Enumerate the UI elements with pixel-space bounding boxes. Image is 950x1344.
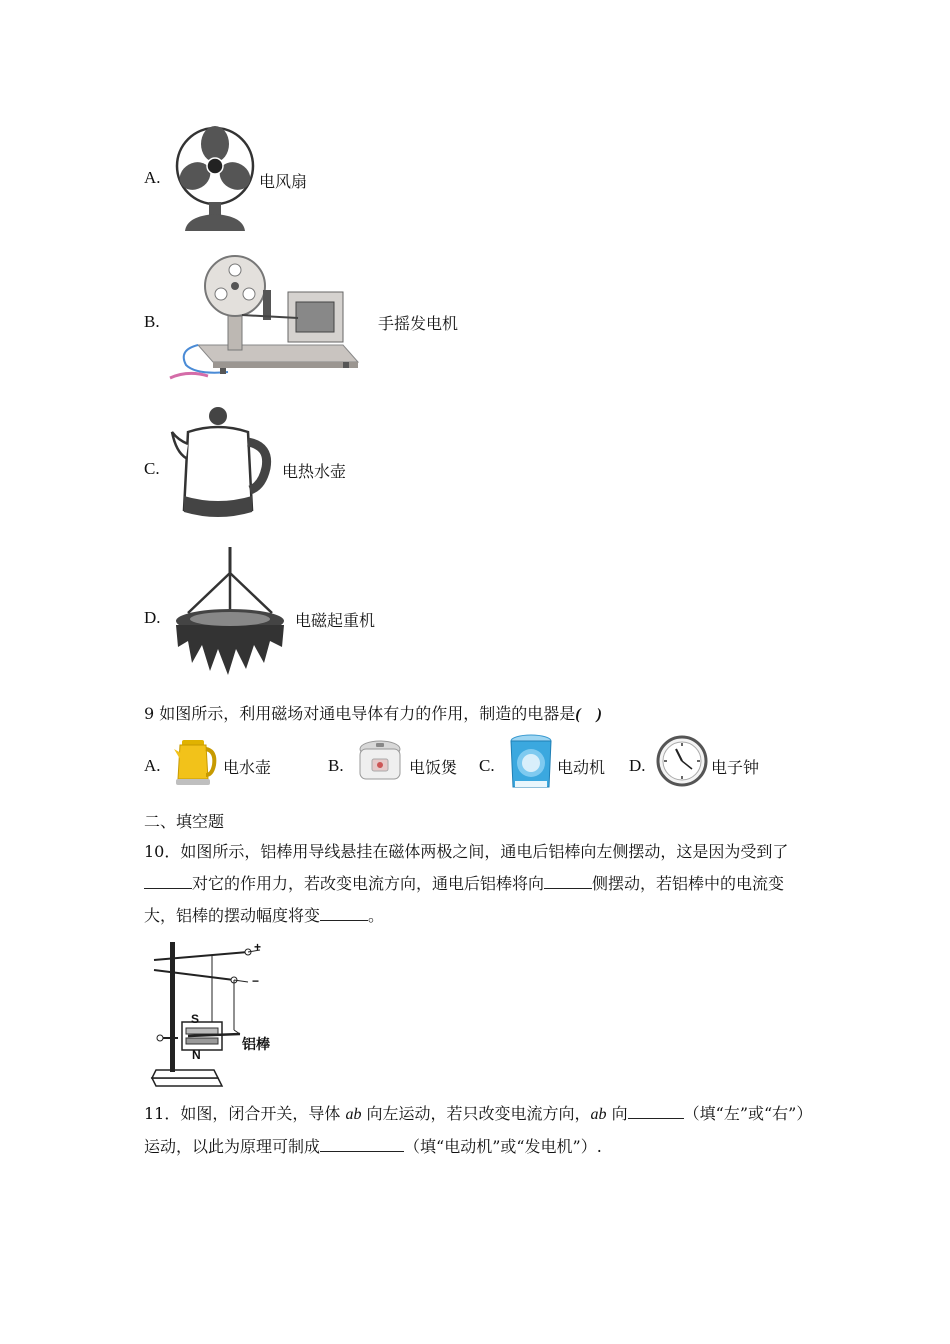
section-title: 二、填空题 — [144, 812, 225, 831]
option-letter: C. — [479, 756, 495, 775]
option-letter: A. — [144, 168, 161, 187]
aluminium-rod-label: 铝棒 — [242, 1037, 270, 1053]
hand-crank-generator-icon — [168, 250, 368, 385]
electric-fan-icon — [175, 118, 255, 234]
q11-line-1a: 11．如图，闭合开关，导体 — [144, 1104, 346, 1123]
q10-line-3a: 大，铝棒的摆动幅度将变 — [144, 906, 321, 925]
q10-text — [144, 836, 824, 932]
south-pole-label: S — [191, 1012, 200, 1026]
q11-text — [144, 1098, 824, 1163]
option-label: 电饭煲 — [409, 758, 458, 777]
option-label: 电子钟 — [711, 758, 760, 777]
q11-line-1c: 向 — [606, 1104, 628, 1123]
minus-terminal-label: − — [252, 974, 260, 988]
wall-clock-icon — [656, 735, 708, 787]
q11-line-1d: （填“左”或“右”） — [683, 1104, 813, 1123]
option-label: 手摇发电机 — [378, 314, 459, 333]
option-label: 电水壶 — [223, 758, 272, 777]
q10-line-1: 10．如图所示，铝棒用导线悬挂在磁体两极之间，通电后铝棒向左侧摆动，这是因为受到了 — [144, 842, 789, 861]
q10-line-2a: 对它的作用力，若改变电流方向，通电后铝棒将向 — [192, 874, 545, 893]
q10-line-3b: 。 — [368, 906, 385, 925]
q10-line-3 — [144, 900, 824, 932]
option-letter: D. — [144, 608, 161, 627]
option-letter: A. — [144, 756, 161, 775]
q10-line-2b: 侧摆动，若铝棒中的电流变 — [592, 874, 785, 893]
option-letter: D. — [629, 756, 646, 775]
q11-line-1b: 向左运动，若只改变电流方向， — [361, 1104, 591, 1123]
q9-paren: ( ) — [575, 706, 602, 723]
option-label: 电动机 — [557, 758, 606, 777]
q9-stem — [144, 701, 602, 724]
option-letter: B. — [328, 756, 344, 775]
q11-blank-2[interactable] — [320, 1135, 404, 1152]
q10-line-2 — [144, 868, 824, 900]
q10-blank-1[interactable] — [144, 872, 192, 889]
conductor-ab: ab — [345, 1106, 362, 1123]
q10-blank-2[interactable] — [544, 872, 592, 889]
electric-kettle-icon — [170, 402, 275, 527]
rice-cooker-icon — [356, 737, 404, 785]
q9-stem-text: 9 如图所示，利用磁场对通电导体有力的作用，制造的电器是 — [144, 704, 576, 723]
q10-blank-3[interactable] — [320, 904, 368, 921]
washing-machine-icon — [507, 733, 555, 791]
option-letter: C. — [144, 459, 160, 478]
q10-figure — [148, 938, 278, 1088]
conductor-ab-2: ab — [590, 1106, 607, 1123]
option-letter: B. — [144, 312, 160, 331]
option-label: 电热水壶 — [282, 462, 347, 481]
electromagnetic-crane-icon — [168, 545, 293, 680]
plus-terminal-label: + — [254, 940, 262, 954]
q11-line-2b: （填“电动机”或“发电机”）. — [404, 1137, 602, 1156]
yellow-kettle-icon — [172, 737, 218, 787]
option-label: 电磁起重机 — [295, 611, 376, 630]
q11-line-2 — [144, 1131, 824, 1163]
q11-blank-1[interactable] — [628, 1102, 684, 1119]
north-pole-label: N — [192, 1048, 201, 1062]
q11-line-1 — [144, 1098, 824, 1131]
option-label: 电风扇 — [259, 172, 308, 191]
q11-line-2a: 运动，以此为原理可制成 — [144, 1137, 321, 1156]
